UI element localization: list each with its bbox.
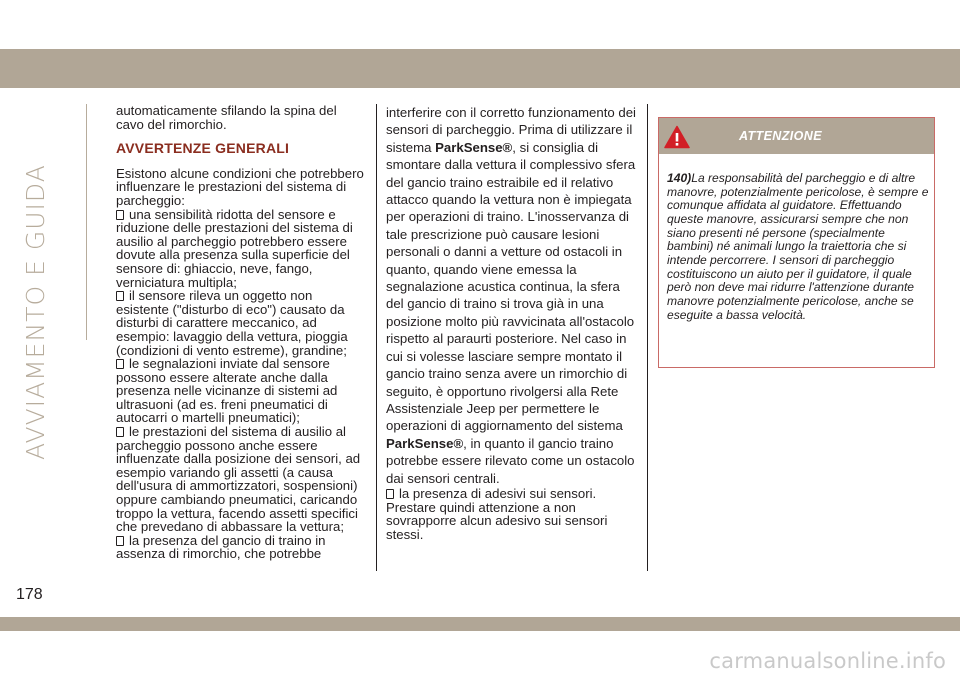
list-item	[116, 534, 364, 561]
column-left	[116, 104, 364, 561]
section-heading: AVVERTENZE GENERALI	[116, 140, 290, 157]
list-item-text: una sensibilità ridotta del sensore e riduzione delle prestazioni del sistema di ausilio al parcheggio potrebbero essere dovute alla presenza sulla superficie del sensore di: ghiaccio, neve, fango, verniciatura multipla;	[116, 206, 353, 290]
warning-body	[667, 172, 929, 322]
checkbox-bullet-icon	[116, 210, 124, 220]
brand-name: ParkSense®	[435, 139, 513, 155]
checkbox-bullet-icon	[116, 536, 124, 546]
column-divider	[376, 104, 377, 571]
paragraph-tow-hook	[386, 104, 636, 487]
list-item-text: la presenza di adesivi sui sensori. Prestare quindi attenzione a non sovrapporre alcun adesivo sui sensori stessi.	[386, 485, 608, 542]
section-side-title: AVVIAMENTO E GUIDA	[21, 164, 50, 460]
column-divider	[647, 104, 648, 571]
list-item	[116, 425, 364, 534]
paragraph-conditions: Esistono alcune condizioni che potrebbero influenzare le prestazioni del sistema di parcheggio:	[116, 165, 364, 208]
checkbox-bullet-icon	[116, 359, 124, 369]
warning-header	[659, 118, 934, 154]
checkbox-bullet-icon	[386, 489, 394, 499]
list-item-text: la presenza del gancio di traino in assenza di rimorchio, che potrebbe	[116, 532, 326, 562]
column-middle	[386, 104, 636, 541]
warning-text: La responsabilità del parcheggio e di altre manovre, potenzialmente pericolose, è sempre e comunque affidata al guidatore. Effettuando queste manovre, assicurarsi sempre che non siano presenti né persone (specialmente bambini) né animali lungo la traiettoria che si intende percorrere. I sensori di parcheggio costituiscono un aiuto per il guidatore, il quale però non deve mai ridurre l'attenzione durante manovre potenzialmente pericolose, anche se eseguite a bassa velocità.	[667, 171, 929, 322]
warning-paragraph	[667, 172, 929, 322]
side-title-rule	[86, 104, 87, 340]
paragraph-text: , in quanto il gancio traino potrebbe essere rilevato come un ostacolo dai sensori centrali.	[386, 435, 635, 486]
header-band	[0, 49, 960, 88]
watermark: carmanualsonline.info	[709, 649, 946, 673]
list-item-text: le segnalazioni inviate dal sensore possono essere alterate anche dalla presenza nelle vicinanze di sistemi ad ultrasuoni (ad es. freni pneumatici di autocarri o martelli pneumatici);	[116, 356, 338, 426]
paragraph-text: interferire con il corretto funzionamento dei sensori di parcheggio. Prima di utilizzare il sistema	[386, 105, 636, 155]
footer-band	[0, 617, 960, 631]
checkbox-bullet-icon	[116, 291, 124, 301]
warning-box	[658, 117, 935, 368]
brand-name: ParkSense®	[386, 435, 464, 451]
list-item	[386, 487, 636, 541]
list-item-text: le prestazioni del sistema di ausilio al parcheggio possono anche essere influenzate dalla posizione dei sensori, ad esempio variando gli assetti (a causa dell'usura di ammortizzatori, sospensioni) oppure cambiando pneumatici, caricando troppo la vettura, facendo assetti specifici che prevedano di abbassare la vettura;	[116, 424, 361, 535]
list-item-text: il sensore rileva un oggetto non esistente ("disturbo di eco") causato da disturbi di carattere meccanico, ad esempio: lavaggio della vettura, pioggia (condizioni di vento estreme), grandine;	[116, 288, 348, 358]
intro-text: automaticamente sfilando la spina del cavo del rimorchio.	[116, 103, 337, 132]
list-item	[116, 208, 364, 290]
list-item	[116, 357, 364, 425]
warning-title: ATTENZIONE	[739, 129, 822, 143]
footnote-number: 140)	[667, 171, 692, 185]
page-number: 178	[16, 586, 43, 603]
warning-triangle-icon	[664, 125, 690, 149]
paragraph-text: , si consiglia di smontare dalla vettura il complessivo sfera del gancio traino estraibile ed il relativo attacco quando la vettura non è impiegata per operazioni di traino. L'inosservanza di tale prescrizione può causare lesioni personali o danni a vetture od ostacoli in quanto, quando viene emessa la segnalazione acustica continua, la sfera del gancio di traino si trova già in una posizione molto più ravvicinata all'ostacolo rispetto al paraurti posteriore. Nel caso in cui si volesse lasciare sempre montato il gancio traino senza avere un rimorchio di seguito, è opportuno rivolgersi alla Rete Assistenziale Jeep per permettere le operazioni di aggiornamento del sistema	[386, 139, 636, 434]
list-item	[116, 289, 364, 357]
checkbox-bullet-icon	[116, 427, 124, 437]
